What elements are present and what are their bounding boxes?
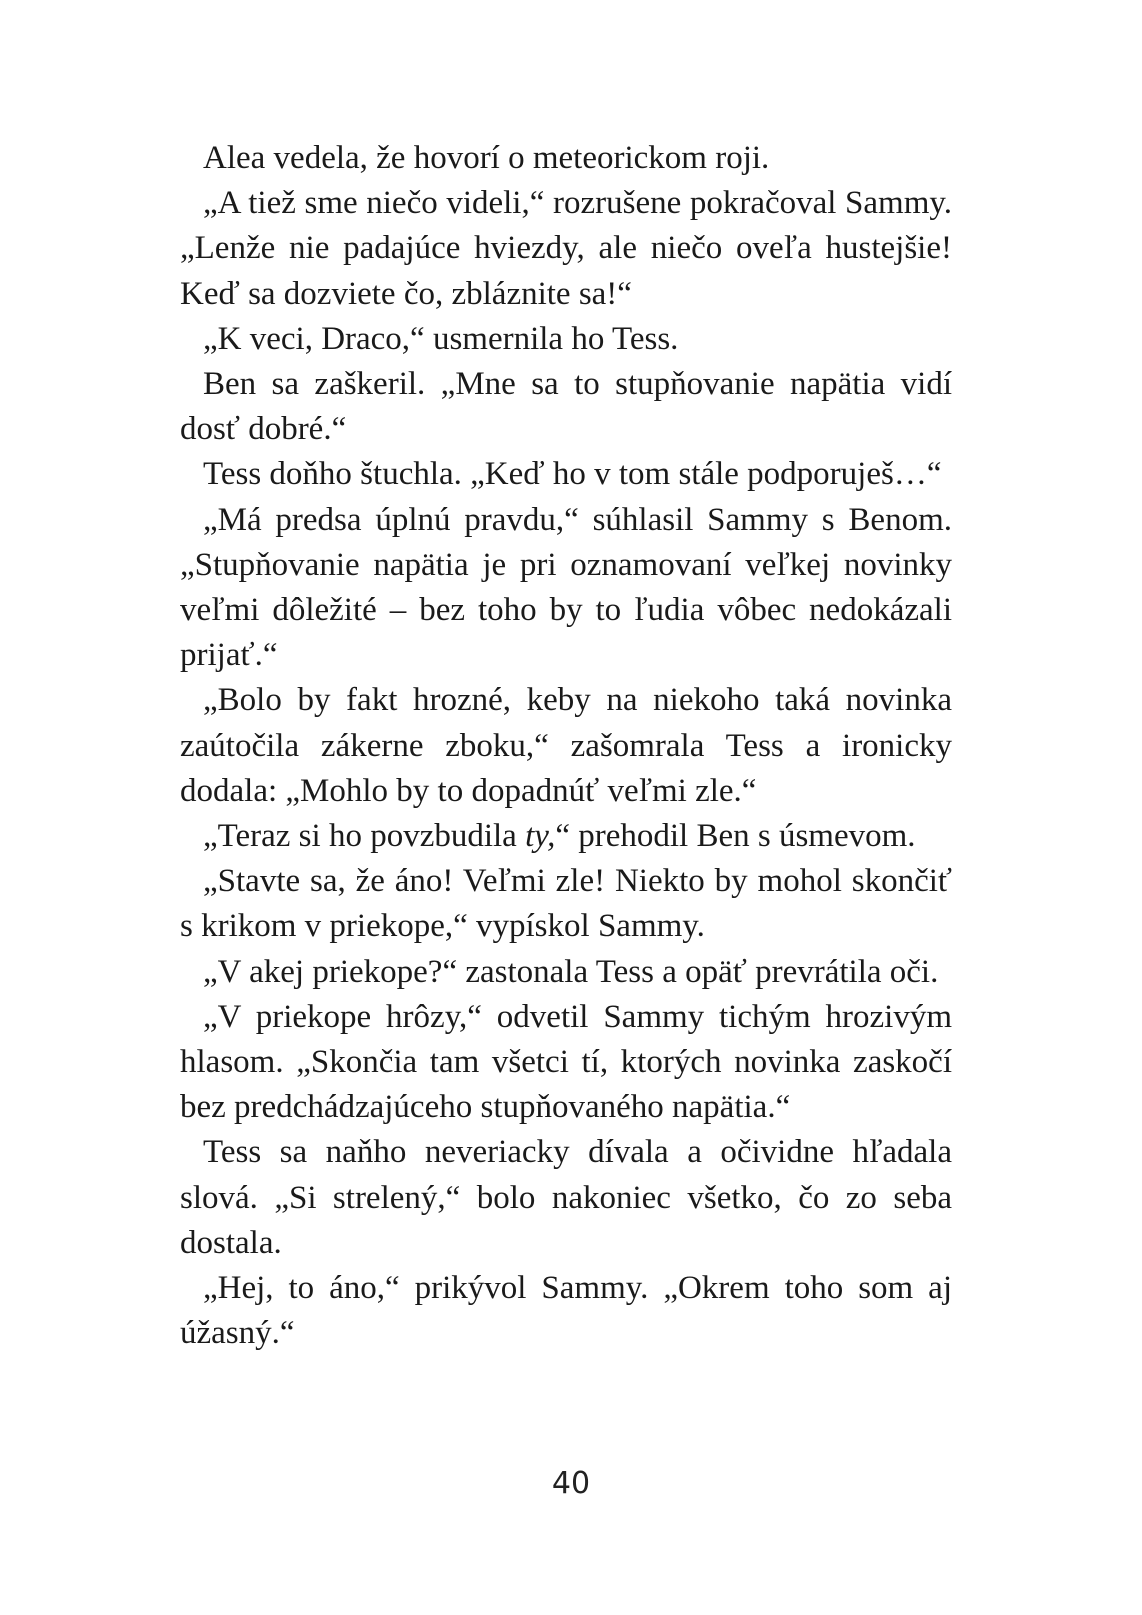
emphasis-text: ty, [525, 818, 556, 855]
page-number: 40 [551, 1466, 591, 1501]
paragraph: „V priekope hrôzy,“ odvetil Sammy tichým hrozivým hlasom. „Skončia tam všetci tí, ktorých novinka zaskočí bez predchádzajúceho stupňovaného napätia.“ [180, 998, 952, 1126]
paragraph-text: „Teraz si ho povzbudila [203, 818, 526, 855]
paragraph: Tess doňho štuchla. „Keď ho v tom stále podporuješ…“ [203, 456, 942, 493]
paragraph: „A tiež sme niečo videli,“ rozrušene pokračoval Sammy. „Lenže nie padajúce hviezdy, ale niečo oveľa hustejšie! Keď sa dozviete čo, zbláznite sa!“ [180, 185, 952, 312]
page-body [180, 136, 952, 1356]
paragraph: „V akej priekope?“ zastonala Tess a opäť prevrátila oči. [203, 953, 939, 990]
paragraph: Tess sa naňho neveriacky dívala a očividne hľadala slová. „Si strelený,“ bolo nakoniec všetko, čo zo seba dostala. [180, 1134, 952, 1261]
paragraph: „Má predsa úplnú pravdu,“ súhlasil Sammy s Benom. „Stupňovanie napätia je pri oznamovaní veľkej novinky veľmi dôležité – bez toho by to ľudia vôbec nedokázali prijať.“ [180, 501, 952, 674]
paragraph: Ben sa zaškeril. „Mne sa to stupňovanie napätia vidí dosť dobré.“ [180, 366, 952, 448]
paragraph-with-emphasis [180, 814, 952, 859]
paragraph: „Hej, to áno,“ prikývol Sammy. „Okrem toho som aj úžasný.“ [180, 1270, 952, 1352]
paragraph: Alea vedela, že hovorí o meteorickom roji. [203, 140, 770, 176]
paragraph-text: “ prehodil Ben s úsmevom. [555, 818, 916, 855]
paragraph: „Bolo by fakt hrozné, keby na niekoho taká novinka zaútočila zákerne zboku,“ zašomrala Tess a ironicky dodala: „Mohlo by to dopadnúť veľmi zle.“ [180, 682, 952, 809]
paragraph: „K veci, Draco,“ usmernila ho Tess. [203, 320, 679, 357]
paragraph: „Stavte sa, že áno! Veľmi zle! Niekto by mohol skončiť s krikom v priekope,“ vypískol Sammy. [180, 863, 952, 945]
